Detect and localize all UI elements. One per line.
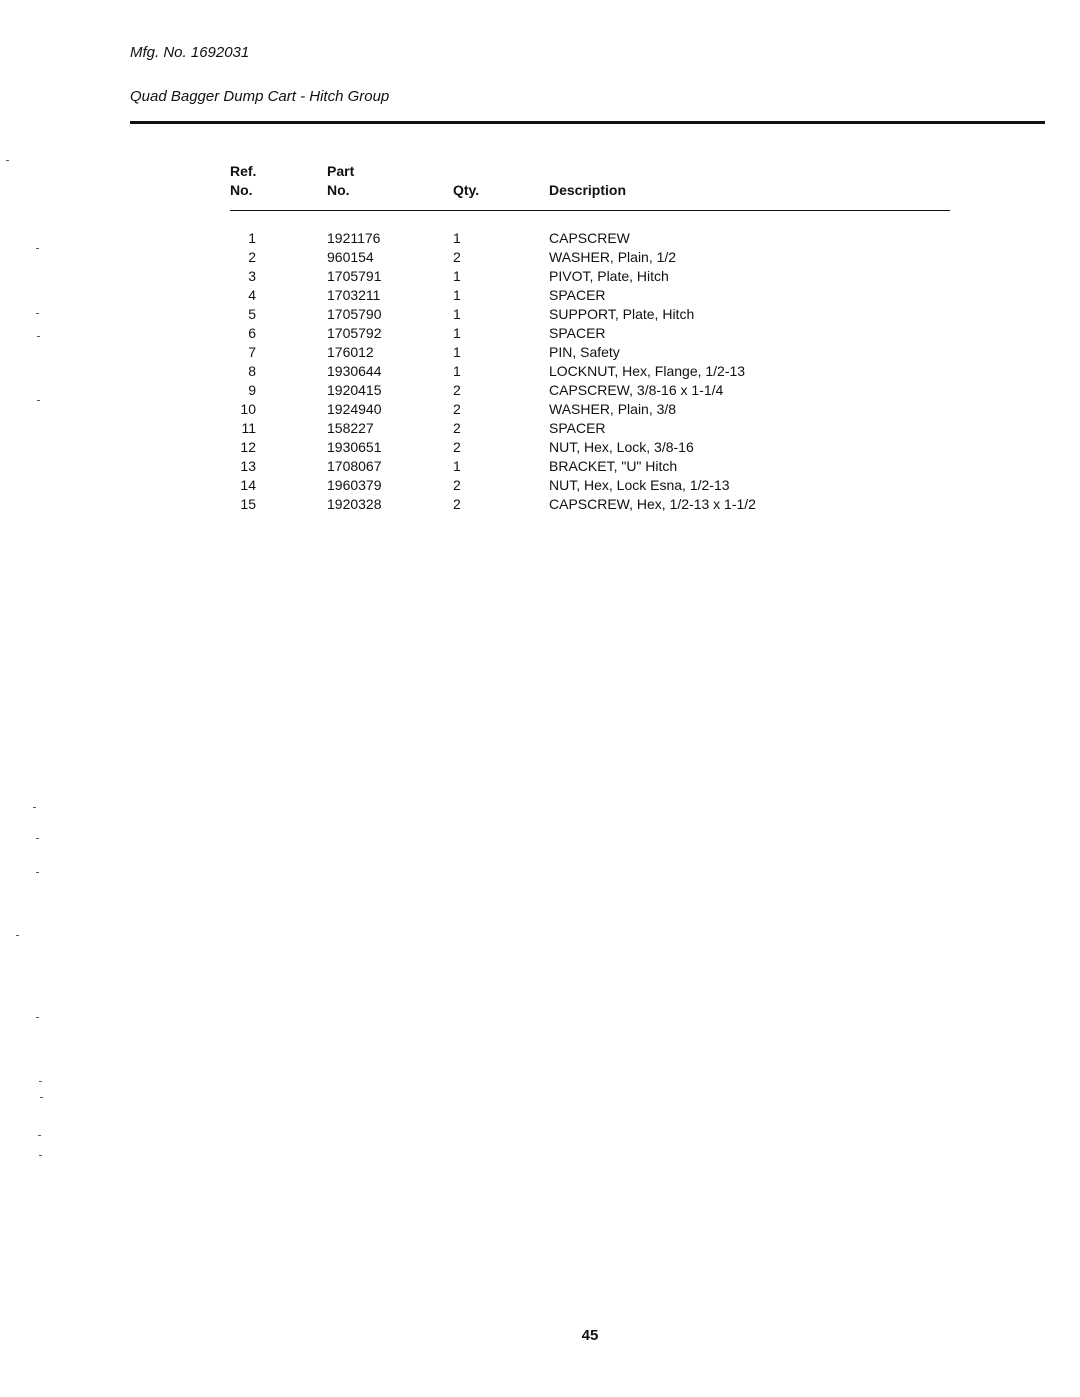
ref-cell: 14	[240, 477, 256, 493]
qty-cell: 2	[453, 249, 461, 265]
ref-header-line1: Ref.	[230, 163, 257, 179]
scan-speck	[38, 1135, 41, 1136]
table-row	[0, 286, 1080, 305]
description-cell: WASHER, Plain, 1/2	[549, 249, 677, 265]
ref-cell: 9	[248, 382, 256, 398]
description-cell: NUT, Hex, Lock Esna, 1/2-13	[549, 477, 730, 493]
qty-cell: 1	[453, 458, 461, 474]
table-row	[0, 324, 1080, 343]
ref-cell: 7	[248, 344, 256, 360]
ref-cell: 15	[240, 496, 256, 512]
ref-column-header	[230, 162, 256, 200]
parts-table	[0, 229, 1080, 514]
table-row	[0, 248, 1080, 267]
scan-speck	[37, 400, 40, 401]
scan-speck	[39, 1155, 42, 1156]
part-number-cell: 1708067	[327, 458, 382, 474]
table-header	[0, 162, 1080, 202]
ref-cell: 6	[248, 325, 256, 341]
qty-cell: 1	[453, 363, 461, 379]
ref-header-line2: No.	[230, 182, 253, 198]
part-number-cell: 1920328	[327, 496, 382, 512]
part-number-cell: 1924940	[327, 401, 382, 417]
ref-cell: 13	[240, 458, 256, 474]
table-row	[0, 381, 1080, 400]
qty-cell: 2	[453, 420, 461, 436]
scan-speck	[33, 807, 36, 808]
description-cell: CAPSCREW, Hex, 1/2-13 x 1-1/2	[549, 496, 756, 512]
header-divider	[130, 121, 1045, 124]
description-cell: PIVOT, Plate, Hitch	[549, 268, 669, 284]
scan-speck	[40, 1097, 43, 1098]
scan-speck	[36, 248, 39, 249]
qty-cell: 2	[453, 496, 461, 512]
part-number-cell: 1705790	[327, 306, 382, 322]
qty-cell: 2	[453, 382, 461, 398]
table-row	[0, 400, 1080, 419]
description-cell: LOCKNUT, Hex, Flange, 1/2-13	[549, 363, 746, 379]
description-cell: PIN, Safety	[549, 344, 620, 360]
part-number-cell: 1705792	[327, 325, 382, 341]
scan-speck	[39, 1081, 42, 1082]
qty-cell: 1	[453, 325, 461, 341]
ref-cell: 10	[240, 401, 256, 417]
part-header-line2: No.	[327, 182, 350, 198]
part-number-cell: 1960379	[327, 477, 382, 493]
part-number-cell: 1930644	[327, 363, 382, 379]
qty-cell: 2	[453, 477, 461, 493]
description-column-header: Description	[549, 182, 627, 198]
scan-speck	[36, 1017, 39, 1018]
part-number-cell: 176012	[327, 344, 374, 360]
table-row	[0, 267, 1080, 286]
table-row	[0, 229, 1080, 248]
scan-speck	[36, 313, 39, 314]
table-row	[0, 457, 1080, 476]
scan-speck	[36, 838, 39, 839]
qty-cell: 2	[453, 401, 461, 417]
ref-cell: 8	[248, 363, 256, 379]
qty-cell: 1	[453, 344, 461, 360]
ref-cell: 5	[248, 306, 256, 322]
description-cell: SPACER	[549, 287, 606, 303]
description-cell: CAPSCREW, 3/8-16 x 1-1/4	[549, 382, 724, 398]
description-cell: SPACER	[549, 420, 606, 436]
description-cell: NUT, Hex, Lock, 3/8-16	[549, 439, 694, 455]
description-cell: WASHER, Plain, 3/8	[549, 401, 677, 417]
description-cell: BRACKET, "U" Hitch	[549, 458, 678, 474]
scan-speck	[16, 935, 19, 936]
part-number-cell: 158227	[327, 420, 374, 436]
table-row	[0, 495, 1080, 514]
part-column-header	[327, 162, 354, 200]
description-cell: CAPSCREW	[549, 230, 630, 246]
scan-speck	[37, 336, 40, 337]
description-cell: SUPPORT, Plate, Hitch	[549, 306, 695, 322]
table-row	[0, 362, 1080, 381]
ref-cell: 1	[248, 230, 256, 246]
qty-cell: 1	[453, 268, 461, 284]
table-row	[0, 305, 1080, 324]
ref-cell: 11	[241, 420, 256, 436]
table-row	[0, 419, 1080, 438]
qty-cell: 1	[453, 230, 461, 246]
scan-speck	[36, 872, 39, 873]
part-number-cell: 1920415	[327, 382, 382, 398]
ref-cell: 2	[248, 249, 256, 265]
qty-column-header: Qty.	[453, 182, 480, 198]
part-number-cell: 1703211	[327, 287, 381, 303]
mfg-number: Mfg. No. 1692031	[130, 44, 250, 61]
page-number: 45	[581, 1327, 599, 1344]
scan-speck	[6, 160, 9, 161]
part-number-cell: 1930651	[327, 439, 382, 455]
table-row	[0, 476, 1080, 495]
description-cell: SPACER	[549, 325, 606, 341]
part-header-line1: Part	[327, 163, 355, 179]
part-number-cell: 1705791	[327, 268, 382, 284]
part-number-cell: 960154	[327, 249, 374, 265]
ref-cell: 12	[240, 439, 256, 455]
ref-cell: 3	[248, 268, 256, 284]
table-row	[0, 343, 1080, 362]
ref-cell: 4	[248, 287, 256, 303]
table-header-divider	[230, 210, 950, 211]
table-row	[0, 438, 1080, 457]
qty-cell: 1	[453, 306, 461, 322]
part-number-cell: 1921176	[327, 230, 381, 246]
qty-cell: 1	[453, 287, 461, 303]
page-title: Quad Bagger Dump Cart - Hitch Group	[130, 88, 390, 105]
qty-cell: 2	[453, 439, 461, 455]
